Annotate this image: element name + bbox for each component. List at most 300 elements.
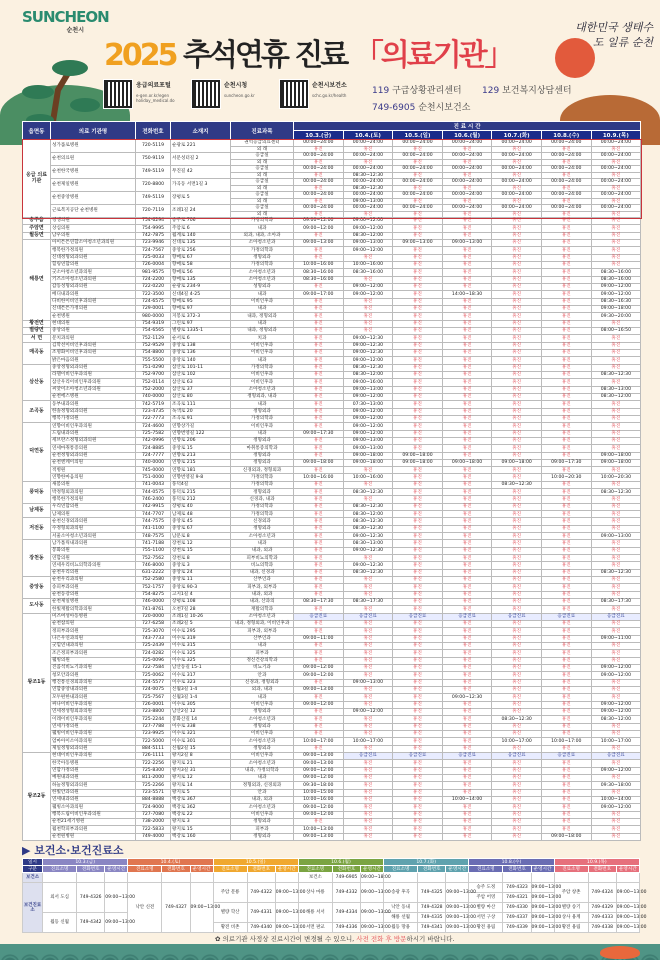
phone: 754-8800 [136, 349, 171, 356]
hours-cell: 휴진 [343, 577, 393, 584]
hours-cell: 휴진 [591, 811, 641, 818]
subject: 정형외과 [231, 489, 294, 496]
clinic-name: 상사 마룡 [298, 883, 332, 903]
hours-cell: 휴진 [492, 650, 542, 657]
hours-cell: 휴진 [492, 467, 542, 474]
hospital-name: 순천의료원 [51, 153, 136, 166]
day-header: 10.9.(목) [554, 859, 639, 866]
hospital-name: 연향한마음의원 [51, 474, 136, 481]
clinic-name: 황전 용림 [469, 923, 503, 933]
hospital-name: 웰빙의원 [51, 657, 136, 664]
phone: 723-5571 [136, 789, 171, 796]
hours-cell: 휴진 [492, 811, 542, 818]
hours-cell: 휴진 [541, 796, 591, 803]
subject: 외과, 내과, 소아과 [231, 232, 294, 239]
phone: 723-9946 [136, 239, 171, 246]
hours-cell: 휴진 [393, 569, 443, 576]
hours-cell: 휴진 [541, 621, 591, 628]
hours-cell: 휴진 [442, 577, 492, 584]
hotline-label: 구급상황관리센터 [392, 86, 462, 96]
clinic-phone: 749-4327 [162, 883, 190, 933]
hours-cell: 휴진 [591, 401, 641, 408]
address: 월계로 140 [171, 232, 231, 239]
hours-cell: 00:00~24:00 [294, 179, 344, 186]
hours-cell: 휴진 [393, 591, 443, 598]
hours-cell: 휴진 [492, 342, 542, 349]
hours-cell: 응급진료 [591, 752, 641, 759]
address: 조곡로 91 [171, 415, 231, 422]
hours-cell: 휴진 [541, 789, 591, 796]
hours-cell: 휴진 [294, 320, 344, 327]
hours-cell: 09:00~12:00 [343, 423, 393, 430]
hours-cell: 휴진 [343, 298, 393, 305]
hours-cell: 00:00~24:00 [492, 166, 542, 173]
col-phone: 전화번호 [136, 122, 171, 140]
hours-cell: 휴진 [541, 269, 591, 276]
clinic-name: 주암 어영 [469, 893, 503, 903]
hours-cell: 휴진 [393, 657, 443, 664]
day-header: 10.7.(화) [492, 131, 542, 140]
hotline-number: 119 [372, 86, 390, 96]
hours-cell: 휴진 [492, 146, 542, 153]
hours-cell: 휴진 [393, 635, 443, 642]
hours-cell: 휴진 [442, 621, 492, 628]
hours-cell: 09:00~12:00 [343, 415, 393, 422]
hours-cell: 휴진 [591, 621, 641, 628]
subject: 안과 [231, 789, 294, 796]
table-row [23, 555, 641, 562]
table-row [23, 745, 641, 752]
address: 이수로 338 [171, 723, 231, 730]
hours-cell: 휴진 [541, 723, 591, 730]
hours-cell: 10:00~17:00 [343, 738, 393, 745]
city-slogan: 대한민국 생태수도 일류 순천 [575, 21, 653, 49]
subject: 외 래 [231, 172, 294, 179]
hours-cell: 휴진 [541, 335, 591, 342]
hours-cell: 휴진 [393, 533, 443, 540]
hours-cell: 00:00~24:00 [541, 153, 591, 160]
hours-cell: 휴진 [492, 305, 542, 312]
hours-cell: 휴진 [492, 708, 542, 715]
subject: 내과, 외과 [231, 796, 294, 803]
hours-cell: 휴진 [492, 496, 542, 503]
hours-cell: 휴진 [393, 738, 443, 745]
table-row [23, 430, 641, 437]
hospital-name: 나은우연과의원 [51, 635, 136, 642]
hours-cell: 09:00~18:00 [591, 305, 641, 312]
hours-cell: 08:30~12:30 [343, 489, 393, 496]
clinic-name: 상사 용계 [554, 913, 588, 923]
hours-cell: 09:00~12:00 [591, 708, 641, 715]
hours-cell: 10:00~16:00 [294, 474, 344, 481]
hospital-name: 연세내과의원 [51, 796, 136, 803]
hours-cell: 휴진 [492, 159, 542, 166]
hours-cell: 09:00~12:00 [294, 218, 344, 225]
hours-cell: 휴진 [492, 386, 542, 393]
hours-cell: 휴진 [294, 584, 344, 591]
hours-cell: 휴진 [393, 525, 443, 532]
table-row [23, 349, 641, 356]
subject: 가정의학과 [231, 415, 294, 422]
hours-cell: 휴진 [591, 826, 641, 833]
hours-cell: 휴진 [294, 357, 344, 364]
hospital-name: 문치과의원 [51, 335, 136, 342]
hospital-name: 진콤석비뇨기과의원 [51, 665, 136, 672]
table-row [23, 540, 641, 547]
address: 장평로 5 [171, 192, 231, 205]
hospital-name: 동부내과의원 [51, 401, 136, 408]
address: 이수로 321 [171, 730, 231, 737]
hours-cell: 휴진 [541, 489, 591, 496]
phone: 723-9925 [136, 730, 171, 737]
address: 이수로 315 [171, 643, 231, 650]
phone: 740-0000 [136, 459, 171, 466]
clinic-phone: 749-4325 [418, 883, 446, 903]
hours-cell: 휴진 [294, 305, 344, 312]
hours-cell: 휴진 [442, 364, 492, 371]
hours-cell: 휴진 [294, 489, 344, 496]
address: 고지1길 4 [171, 591, 231, 598]
hours-cell: 00:00~24:00 [294, 140, 344, 147]
address: 중앙로 136 [171, 349, 231, 356]
hours-cell: 휴진 [343, 481, 393, 488]
table-row [23, 679, 641, 686]
hours-cell: 휴진 [492, 723, 542, 730]
table-row [23, 760, 641, 767]
subject: 내과, 산과의 [231, 599, 294, 606]
hours-cell: 휴진 [343, 804, 393, 811]
hours-cell: 휴진 [541, 518, 591, 525]
table-row [23, 335, 641, 342]
hours-cell: 휴진 [393, 232, 443, 239]
hospital-name: 한빛안과의원 [51, 789, 136, 796]
hours-cell: 휴진 [393, 254, 443, 261]
hours-cell: 휴진 [393, 298, 443, 305]
hours-cell: 00:00~24:00 [492, 140, 542, 147]
hours-cell: 휴진 [541, 198, 591, 205]
hotline-number: 749-6905 [372, 103, 416, 113]
subject: 내과, 정형외과, 이비인후과 [231, 621, 294, 628]
sub-header: 전화번호 [247, 866, 275, 873]
district-cell: 월등면 [23, 232, 51, 239]
hours-cell: 10:00~17:00 [541, 738, 591, 745]
day-header: 10.7.(화) [384, 859, 469, 866]
clinic-phone: 749-4321 [503, 893, 531, 903]
hours-cell: 휴진 [294, 511, 344, 518]
hours-cell: 휴진 [393, 467, 443, 474]
address: 연향상가길 [171, 423, 231, 430]
hospital-name: 순천신경외과의원 [51, 518, 136, 525]
sub-header: 전화번호 [503, 866, 531, 873]
hours-cell: 휴진 [343, 782, 393, 789]
hospital-name: 근로복지공단 순천병원 [51, 205, 136, 218]
hours-cell: 휴진 [343, 467, 393, 474]
hours-cell: 응급진료 [591, 613, 641, 620]
hours-cell: 00:00~24:00 [393, 140, 443, 147]
hours-cell: 휴진 [294, 185, 344, 192]
hours-cell: 09:00~17:30 [294, 430, 344, 437]
qr-link-egen[interactable] [104, 80, 184, 108]
subject: 내과 [231, 401, 294, 408]
address: 남문로 8 [171, 533, 231, 540]
hours-cell: 휴진 [393, 518, 443, 525]
table-row [23, 481, 641, 488]
hours-cell: 휴진 [541, 672, 591, 679]
hours-cell: 휴진 [591, 694, 641, 701]
hours-cell: 휴진 [294, 745, 344, 752]
hospital-name: 순천제일병원 [51, 179, 136, 192]
hours-cell: 휴진 [492, 379, 542, 386]
hours-cell: 휴진 [541, 679, 591, 686]
phone: 726-0004 [136, 261, 171, 268]
hours-cell: 10:00~16:00 [294, 261, 344, 268]
hospital-name: 중앙정형외과의원 [51, 364, 136, 371]
district-cell: 해룡면 [23, 239, 51, 320]
table-row [23, 313, 641, 320]
hours-cell: 휴진 [343, 159, 393, 166]
hours-cell: 휴진 [541, 159, 591, 166]
subject: 신경과, 내과 [231, 496, 294, 503]
hours-cell: 09:00~13:00 [294, 752, 344, 759]
subject: 내과 [231, 694, 294, 701]
clinic-hours: 09:00~13:00 [361, 903, 384, 923]
hours-cell: 휴진 [294, 452, 344, 459]
table-row [23, 423, 641, 430]
subject: 외과, 내과 [231, 687, 294, 694]
table-row [23, 320, 641, 327]
table-row [23, 379, 641, 386]
subject: 정형외과 [231, 723, 294, 730]
hours-cell: 휴진 [492, 745, 542, 752]
hours-cell: 휴진 [541, 577, 591, 584]
hours-cell: 휴진 [393, 577, 443, 584]
hours-cell: 휴진 [343, 760, 393, 767]
hours-cell: 휴진 [393, 833, 443, 840]
hours-cell: 휴진 [393, 826, 443, 833]
table-row [23, 650, 641, 657]
subject: 내과 [231, 540, 294, 547]
hours-cell: 휴진 [294, 408, 344, 415]
hospital-name: 엄마아이소아과의원 [51, 738, 136, 745]
hours-cell: 휴진 [294, 415, 344, 422]
address: 삼산로 101-11 [171, 364, 231, 371]
hours-cell: 휴진 [442, 679, 492, 686]
hours-cell: 10:00~17:00 [492, 738, 542, 745]
hours-cell: 휴진 [343, 584, 393, 591]
hours-cell: 휴진 [442, 283, 492, 290]
table-row [23, 364, 641, 371]
subject: 내과 [231, 320, 294, 327]
phone: 726-0001 [136, 701, 171, 708]
phone: 725-3070 [136, 628, 171, 635]
center-cell: 09:00~18:00 [361, 873, 384, 883]
hours-cell: 09:00~13:00 [343, 239, 393, 246]
hours-cell: 휴진 [393, 723, 443, 730]
hours-cell: 휴진 [492, 313, 542, 320]
hours-cell: 휴진 [393, 320, 443, 327]
hospital-name: 수정형외과의원 [51, 525, 136, 532]
phone: 741-1100 [136, 525, 171, 532]
sub-header: 운영시간 [190, 866, 213, 873]
hours-cell: 00:00~24:00 [442, 140, 492, 147]
phone: 750-9119 [136, 153, 171, 166]
hours-cell: 휴진 [541, 511, 591, 518]
hours-cell: 휴진 [343, 635, 393, 642]
address: 장평로 40 [171, 503, 231, 510]
phone: 751-0290 [136, 364, 171, 371]
hours-cell: 휴진 [393, 540, 443, 547]
hours-cell: 휴진 [442, 232, 492, 239]
hospital-name: 순천중앙병원 [51, 192, 136, 205]
hours-cell: 휴진 [591, 254, 641, 261]
phone: 752-2580 [136, 577, 171, 584]
address: 중앙로 140 [171, 357, 231, 364]
address: 지봉로 372-3 [171, 313, 231, 320]
hours-cell: 휴진 [541, 687, 591, 694]
hospital-name: 월천학피부과의원 [51, 826, 136, 833]
hours-cell: 휴진 [294, 628, 344, 635]
hours-cell: 휴진 [294, 650, 344, 657]
qr-code-icon [192, 80, 220, 108]
hours-cell: 09:00~17:00 [294, 291, 344, 298]
clinic-name: 승주 도정 [469, 883, 503, 893]
hotline-label: 보건복지상담센터 [502, 86, 572, 96]
address: 풍덕4길 [171, 481, 231, 488]
address: 이수로 323 [171, 679, 231, 686]
hours-cell: 10:00~14:00 [591, 796, 641, 803]
phone: 884-8888 [136, 796, 171, 803]
hospital-name: 순천동강의원 [51, 591, 136, 598]
hours-cell: 휴진 [541, 349, 591, 356]
hours-cell: 09:00~11:00 [591, 635, 641, 642]
hours-cell: 휴진 [541, 782, 591, 789]
hours-cell: 휴진 [393, 767, 443, 774]
subject: 가정의학과 [231, 481, 294, 488]
hours-cell: 휴진 [442, 540, 492, 547]
address: 이수로 317 [171, 672, 231, 679]
hours-cell: 휴진 [294, 445, 344, 452]
hours-cell: 휴진 [492, 525, 542, 532]
hours-cell: 휴진 [442, 496, 492, 503]
day-header: 10.6.(월) [298, 859, 383, 866]
hours-cell: 휴진 [591, 730, 641, 737]
qr-link-health[interactable] [280, 80, 360, 108]
hours-cell: 휴진 [343, 313, 393, 320]
hours-cell: 휴진 [442, 159, 492, 166]
qr-link-city[interactable] [192, 80, 272, 108]
hours-cell: 휴진 [393, 474, 443, 481]
table-row [23, 606, 641, 613]
hours-cell: 휴진 [393, 198, 443, 205]
hours-cell: 휴진 [541, 364, 591, 371]
hospital-name: 송피부과의원 [51, 584, 136, 591]
qr-label: 응급의료포털 [136, 82, 171, 89]
phone: 752-9700 [136, 371, 171, 378]
phone: 724-6575 [136, 298, 171, 305]
hours-cell: 휴진 [442, 525, 492, 532]
subject: 내과 [231, 430, 294, 437]
center-cell [554, 873, 588, 883]
clinic-hours: 09:00~13:00 [531, 883, 554, 893]
clinic-phone: 749-4338 [588, 923, 616, 933]
hospital-name: 남제의원 [51, 511, 136, 518]
address: 장천로 12 [171, 540, 231, 547]
hours-cell: 휴진 [492, 218, 542, 225]
phone: 725-7582 [136, 430, 171, 437]
hours-cell: 휴진 [294, 657, 344, 664]
clinic-hours: 09:00~13:00 [361, 883, 384, 903]
hours-cell: 휴진 [591, 185, 641, 192]
district-cell: 삼산동 [23, 364, 51, 401]
address: 왕지3길 31 [171, 767, 231, 774]
hotline-health-center [372, 100, 470, 113]
hospital-name: 순천엔케이의원 [51, 459, 136, 466]
subject: 가정의학과 [231, 247, 294, 254]
hours-cell: 08:30~12:30 [492, 716, 542, 723]
subject: 정형외과 [231, 459, 294, 466]
title-main: 추석연휴 진료 [182, 38, 347, 73]
hours-cell: 휴진 [343, 628, 393, 635]
hospital-name: 순천우리의원 [51, 569, 136, 576]
hospital-name: 현대의원 [51, 320, 136, 327]
subject: 소아청소년과 [231, 738, 294, 745]
hospital-name: 힐링연합의원 [51, 261, 136, 268]
hours-cell: 휴진 [343, 305, 393, 312]
emergency-section [23, 140, 641, 218]
hours-cell: 10:00~20:30 [591, 474, 641, 481]
hours-cell: 00:00~24:00 [343, 179, 393, 186]
clinic-hours: 09:00~13:00 [446, 913, 469, 923]
hospital-name: 웰빙소아과의원 [51, 804, 136, 811]
clinic-phone: 749-4335 [418, 913, 446, 923]
phone: 722-7773 [136, 415, 171, 422]
hours-cell: 휴진 [591, 606, 641, 613]
hours-cell: 휴진 [442, 327, 492, 334]
hours-cell: 휴진 [541, 430, 591, 437]
hours-cell: 휴진 [343, 745, 393, 752]
hours-cell: 휴진 [442, 672, 492, 679]
sub-header: 진료소명 [213, 866, 247, 873]
center-cell [105, 873, 128, 883]
hours-cell: 휴진 [591, 357, 641, 364]
hours-cell: 휴진 [294, 298, 344, 305]
sub-header: 운영시간 [616, 866, 639, 873]
hours-cell: 09:00~16:00 [343, 379, 393, 386]
sub-header: 전화번호 [588, 866, 616, 873]
hours-cell: 09:00~13:00 [343, 679, 393, 686]
phone: 724-0075 [136, 687, 171, 694]
table-row [23, 665, 641, 672]
phone: 723-4735 [136, 408, 171, 415]
hours-cell: 휴진 [343, 211, 393, 218]
address: 중앙로 45 [171, 518, 231, 525]
table-row [23, 386, 641, 393]
hours-cell: 휴진 [541, 657, 591, 664]
hospital-name: 연합가정의원 [51, 767, 136, 774]
hours-cell: 10:00~17:00 [591, 738, 641, 745]
hours-cell: 휴진 [442, 643, 492, 650]
center-cell [588, 873, 616, 883]
clinic-name: 별량 학산 [213, 903, 247, 923]
hours-cell: 휴진 [294, 716, 344, 723]
hours-cell: 09:00~12:00 [343, 225, 393, 232]
hospital-name: 행복가정의원 [51, 415, 136, 422]
subject: 이비인후과 [231, 371, 294, 378]
clinic-hours: 09:00~13:00 [531, 893, 554, 903]
clinic-hours: 09:00~13:00 [616, 923, 639, 933]
hours-cell: 휴진 [442, 415, 492, 422]
phone: 724-4600 [136, 423, 171, 430]
